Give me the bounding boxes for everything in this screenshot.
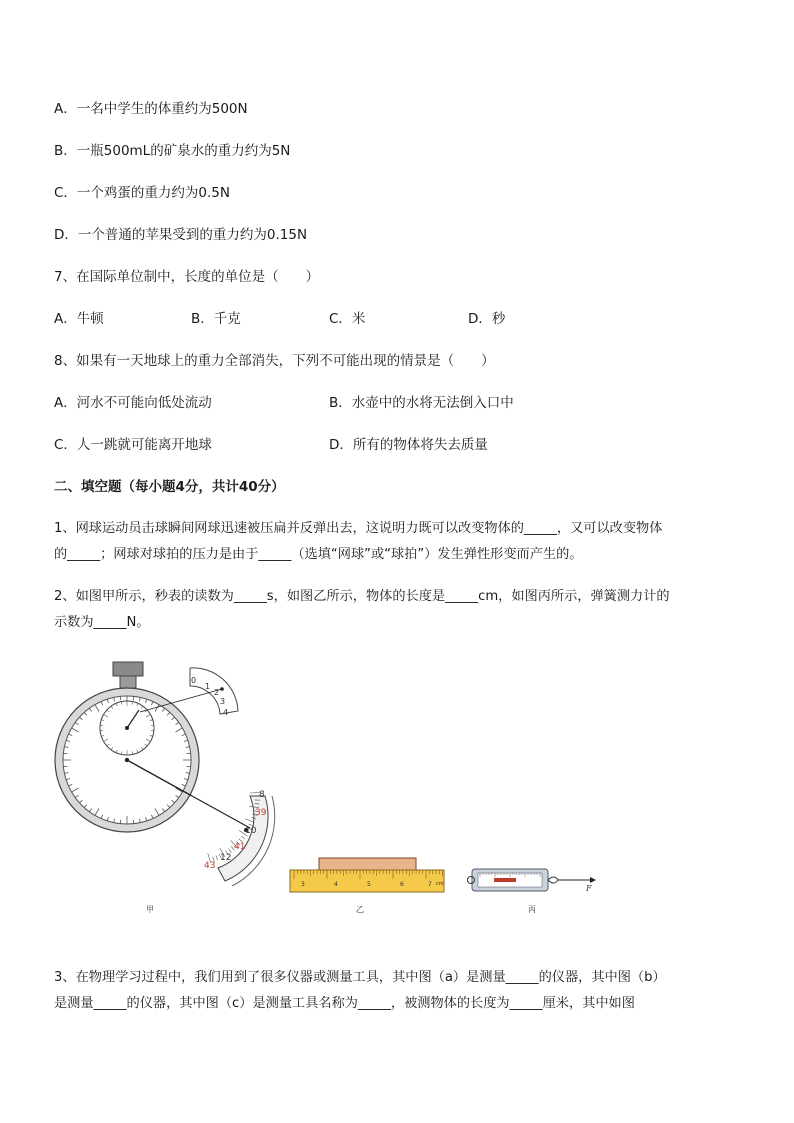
fill1-line1: 1、网球运动员击球瞬间网球迅速被压扁并反弹出去，这说明力既可以改变物体的_____，又可以改变物体 — [54, 521, 663, 536]
q7-stem: 7、在国际单位制中，长度的单位是（ ） — [54, 269, 320, 285]
small-dial-label-1: 1 — [205, 682, 211, 691]
q6-option-d: D．一个普通的苹果受到的重力约为0.15N — [54, 227, 308, 243]
q7-option-b: B．千克 — [191, 311, 241, 327]
scale-tick — [228, 848, 231, 852]
q8-option-b: B．水壶中的水将无法倒入口中 — [329, 395, 514, 411]
force-label: F — [586, 884, 592, 893]
fill1-line2: 的_____；网球对球拍的压力是由于_____（选填“网球”或“球拍”）发生弹性形变而产生的。 — [54, 547, 583, 562]
q6-option-c: C．一个鸡蛋的重力约为0.5N — [54, 185, 230, 201]
scale-tick — [245, 819, 254, 823]
ruler-tick-7: 7 — [428, 881, 432, 888]
section-heading: 二、填空题（每小题4分，共计40分） — [54, 479, 285, 495]
ruler-tick-4: 4 — [334, 881, 338, 888]
small-dial-label-0: 0 — [191, 676, 197, 685]
q7-option-a: A．牛顿 — [54, 311, 104, 327]
seg-label-12: 12 — [220, 853, 232, 863]
small-dial-label-3: 3 — [220, 697, 226, 706]
ruler-unit: cm — [436, 881, 444, 887]
q7-option-c: C．米 — [329, 311, 366, 327]
seg-label-39: 39 — [255, 808, 267, 818]
ruler-tick-5: 5 — [367, 881, 371, 888]
seg-label-8: 8 — [259, 790, 265, 800]
fill3-line2: 是测量_____的仪器，其中图（c）是测量工具名称为_____，被测物体的长度为_____厘米，其中如图 — [54, 996, 635, 1011]
stopwatch-figure — [50, 656, 310, 886]
q8-option-a: A．河水不可能向低处流动 — [54, 395, 212, 411]
q8-option-c: C．人一跳就可能离开地球 — [54, 437, 212, 453]
caption-bing: 丙 — [528, 905, 536, 914]
scale-tick — [216, 856, 218, 861]
caption-jia: 甲 — [146, 905, 154, 914]
caption-yi: 乙 — [356, 905, 364, 914]
seg-label-10: 10 — [245, 826, 257, 836]
q7-option-d: D．秒 — [468, 311, 506, 327]
ruler-tick-6: 6 — [400, 881, 404, 888]
small-dial-label-4: 4 — [223, 708, 229, 717]
seg-label-43: 43 — [204, 861, 216, 871]
fill2-line1: 2、如图甲所示，秒表的读数为_____s，如图乙所示，物体的长度是_____cm，如图丙所示，弹簧测力计的 — [54, 589, 670, 604]
ruler-tick-3: 3 — [301, 881, 305, 888]
q8-option-d: D．所有的物体将失去质量 — [329, 437, 488, 453]
spring-scale-figure — [466, 866, 596, 896]
q6-option-b: B．一瓶500mL的矿泉水的重力约为5N — [54, 143, 291, 159]
q6-option-a: A．一名中学生的体重约为500N — [54, 101, 248, 117]
fill2-line2: 示数为_____N。 — [54, 615, 150, 630]
ruler-figure — [288, 856, 448, 896]
scale-tick — [241, 836, 245, 839]
q8-stem: 8、如果有一天地球上的重力全部消失，下列不可能出现的情景是（ ） — [54, 353, 495, 369]
small-dial-label-2: 2 — [214, 688, 220, 697]
seg-label-41: 41 — [234, 842, 246, 852]
fill3-line1: 3、在物理学习过程中，我们用到了很多仪器或测量工具，其中图（a）是测量_____的仪器，其中图（b） — [54, 970, 666, 985]
